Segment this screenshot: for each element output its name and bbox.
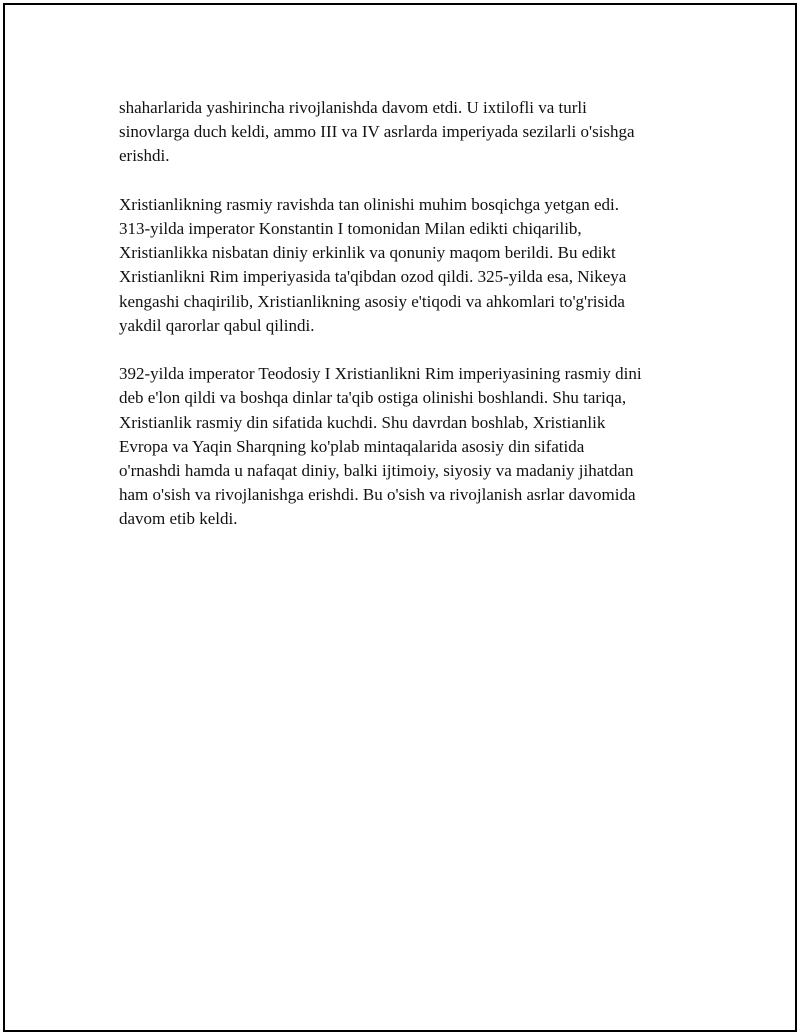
text-line: davom etib keldi. — [119, 509, 238, 529]
text-line: deb e'lon qildi va boshqa dinlar ta'qib ostiga olinishi boshlandi. Shu tariqa, — [119, 388, 627, 408]
text-line: o'rnashdi hamda u nafaqat diniy, balki ijtimoiy, siyosiy va madaniy jihatdan — [119, 461, 634, 481]
text-line: Xristianlikni Rim imperiyasida ta'qibdan ozod qildi. 325-yilda esa, Nikeya — [119, 267, 627, 287]
text-line: erishdi. — [119, 146, 170, 166]
text-line: Xristianlikka nisbatan diniy erkinlik va qonuniy maqom berildi. Bu edikt — [119, 243, 616, 263]
text-line: Evropa va Yaqin Sharqning ko'plab mintaqalarida asosiy din sifatida — [119, 436, 585, 456]
text-body — [119, 96, 699, 556]
text-line: ham o'sish va rivojlanishga erishdi. Bu o'sish va rivojlanish asrlar davomida — [119, 485, 636, 505]
paragraph-3 — [119, 362, 699, 531]
text-line: 392-yilda imperator Teodosiy I Xristianlikni Rim imperiyasining rasmiy dini — [119, 364, 642, 384]
text-line: Xristianlik rasmiy din sifatida kuchdi. Shu davrdan boshlab, Xristianlik — [119, 412, 606, 432]
text-line: sinovlarga duch keldi, ammo III va IV asrlarda imperiyada sezilarli o'sishga — [119, 122, 635, 142]
text-line: 313-yilda imperator Konstantin I tomonidan Milan edikti chiqarilib, — [119, 219, 582, 238]
paragraph-2 — [119, 193, 699, 338]
text-line: Xristianlikning rasmiy ravishda tan olinishi muhim bosqichga yetgan edi. — [119, 194, 620, 214]
text-line: kengashi chaqirilib, Xristianlikning asosiy e'tiqodi va ahkomlari to'g'risida — [119, 291, 625, 311]
text-line: yakdil qarorlar qabul qilindi. — [119, 315, 315, 335]
text-line: shaharlarida yashirincha rivojlanishda davom etdi. U ixtilofli va turli — [119, 98, 587, 117]
document-page — [3, 3, 797, 1032]
paragraph-1 — [119, 96, 699, 169]
